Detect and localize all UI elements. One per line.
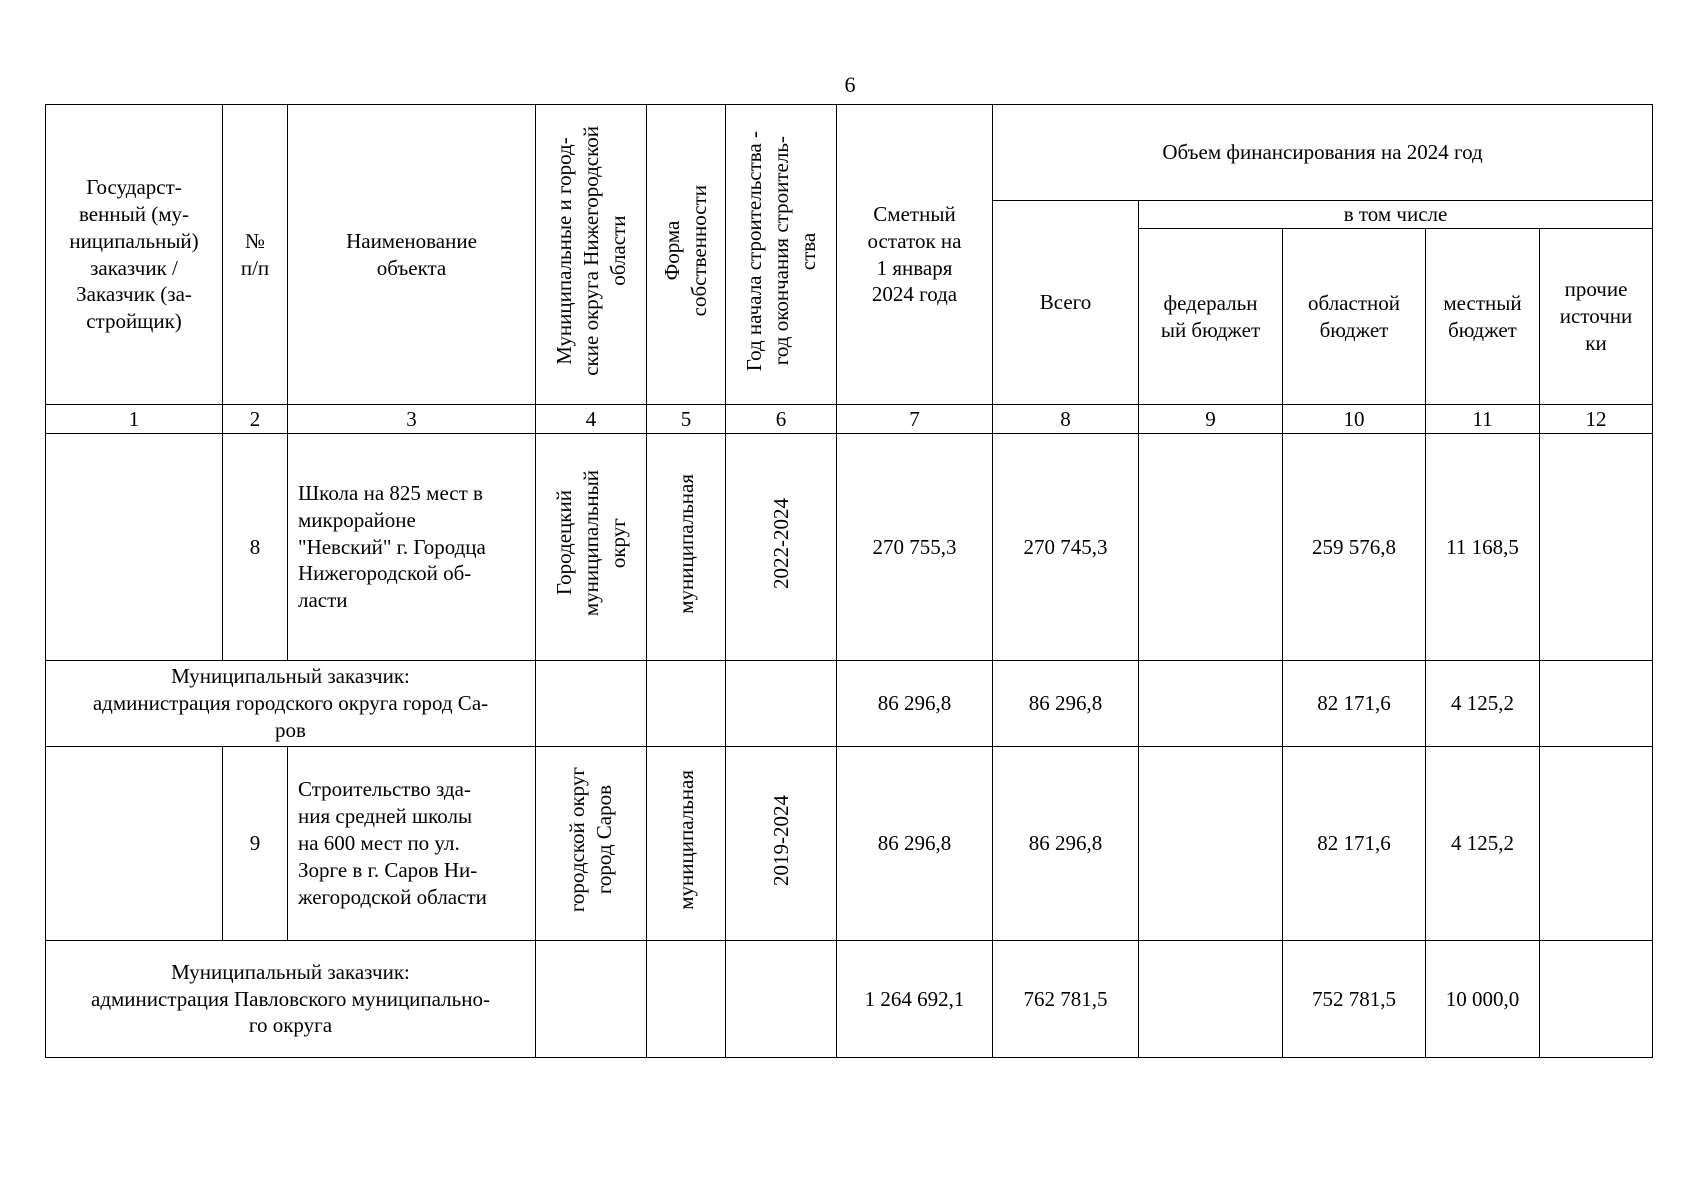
cell-municipal	[536, 661, 647, 747]
cell-regional: 82 171,6	[1283, 661, 1426, 747]
cell-customer	[46, 747, 223, 941]
cell-municipal	[536, 941, 647, 1058]
column-number: 3	[288, 405, 536, 434]
cell-federal	[1139, 747, 1283, 941]
table-row	[46, 747, 1653, 941]
cell-regional: 82 171,6	[1283, 747, 1426, 941]
column-number: 8	[993, 405, 1139, 434]
table-row	[46, 941, 1653, 1058]
header-total: Всего	[993, 201, 1139, 405]
header-other: прочие источни ки	[1540, 229, 1653, 405]
cell-years	[726, 747, 837, 941]
cell-estimate: 1 264 692,1	[837, 941, 993, 1058]
cell-regional: 259 576,8	[1283, 434, 1426, 661]
table-row	[46, 661, 1653, 747]
cell-municipal	[536, 747, 647, 941]
cell-other	[1540, 661, 1653, 747]
cell-total: 762 781,5	[993, 941, 1139, 1058]
cell-federal	[1139, 941, 1283, 1058]
cell-total: 86 296,8	[993, 747, 1139, 941]
cell-customer-group: Муниципальный заказчик: администрация Павловского муниципально- го округа	[46, 941, 536, 1058]
column-number: 2	[223, 405, 288, 434]
cell-ownership	[647, 747, 726, 941]
column-number: 7	[837, 405, 993, 434]
cell-num: 8	[223, 434, 288, 661]
cell-other	[1540, 747, 1653, 941]
financing-table	[45, 104, 1653, 1058]
cell-local: 10 000,0	[1426, 941, 1540, 1058]
cell-local: 4 125,2	[1426, 747, 1540, 941]
cell-total: 86 296,8	[993, 661, 1139, 747]
cell-estimate: 86 296,8	[837, 747, 993, 941]
cell-estimate: 86 296,8	[837, 661, 993, 747]
page-number: 6	[844, 72, 856, 97]
cell-object-name: Школа на 825 мест в микрорайоне "Невский" г. Городца Нижегородской об- ласти	[288, 434, 536, 661]
cell-local: 4 125,2	[1426, 661, 1540, 747]
header-municipal-text: Муниципальные и город- ские округа Нижегородской области	[551, 126, 630, 376]
column-number: 11	[1426, 405, 1540, 434]
cell-object-name: Строительство зда- ния средней школы на 600 мест по ул. Зорге в г. Саров Ни- жегородской области	[288, 747, 536, 941]
cell-years	[726, 661, 837, 747]
header-row	[46, 105, 1653, 201]
cell-municipal	[536, 434, 647, 661]
cell-other	[1540, 434, 1653, 661]
header-financing: Объем финансирования на 2024 год	[993, 105, 1653, 201]
cell-total: 270 745,3	[993, 434, 1139, 661]
column-number: 1	[46, 405, 223, 434]
cell-customer	[46, 434, 223, 661]
cell-municipal-text: Городецкий муниципальный округ	[551, 470, 630, 617]
table-row	[46, 434, 1653, 661]
cell-federal	[1139, 434, 1283, 661]
header-num: № п/п	[223, 105, 288, 405]
cell-other	[1540, 941, 1653, 1058]
cell-ownership	[647, 661, 726, 747]
column-number: 10	[1283, 405, 1426, 434]
column-number: 9	[1139, 405, 1283, 434]
column-number: 4	[536, 405, 647, 434]
cell-years	[726, 941, 837, 1058]
cell-years	[726, 434, 837, 661]
cell-estimate: 270 755,3	[837, 434, 993, 661]
column-number: 5	[647, 405, 726, 434]
cell-ownership	[647, 434, 726, 661]
header-municipal	[536, 105, 647, 405]
cell-years-text: 2019-2024	[768, 794, 793, 886]
cell-regional: 752 781,5	[1283, 941, 1426, 1058]
header-federal: федеральн ый бюджет	[1139, 229, 1283, 405]
cell-federal	[1139, 661, 1283, 747]
column-number: 6	[726, 405, 837, 434]
header-ownership	[647, 105, 726, 405]
cell-num: 9	[223, 747, 288, 941]
header-local: местный бюджет	[1426, 229, 1540, 405]
cell-local: 11 168,5	[1426, 434, 1540, 661]
cell-ownership-text: муниципальная	[673, 770, 698, 910]
column-number: 12	[1540, 405, 1653, 434]
cell-customer-group: Муниципальный заказчик: администрация городского округа город Са- ров	[46, 661, 536, 747]
header-years-text: Год начала строительства - год окончания строитель- ства	[741, 130, 820, 372]
header-name: Наименование объекта	[288, 105, 536, 405]
header-regional: областной бюджет	[1283, 229, 1426, 405]
cell-ownership-text: муниципальная	[673, 473, 698, 614]
header-including: в том числе	[1139, 201, 1653, 229]
cell-municipal-text: городской округ город Саров	[565, 767, 616, 913]
header-customer: Государст- венный (му- ниципальный) заказчик / Заказчик (за- стройщик)	[46, 105, 223, 405]
cell-ownership	[647, 941, 726, 1058]
header-ownership-text: Форма собственности	[660, 185, 711, 317]
column-number-row	[46, 405, 1653, 434]
cell-years-text: 2022-2024	[768, 498, 793, 590]
header-estimate: Сметный остаток на 1 января 2024 года	[837, 105, 993, 405]
header-years	[726, 105, 837, 405]
